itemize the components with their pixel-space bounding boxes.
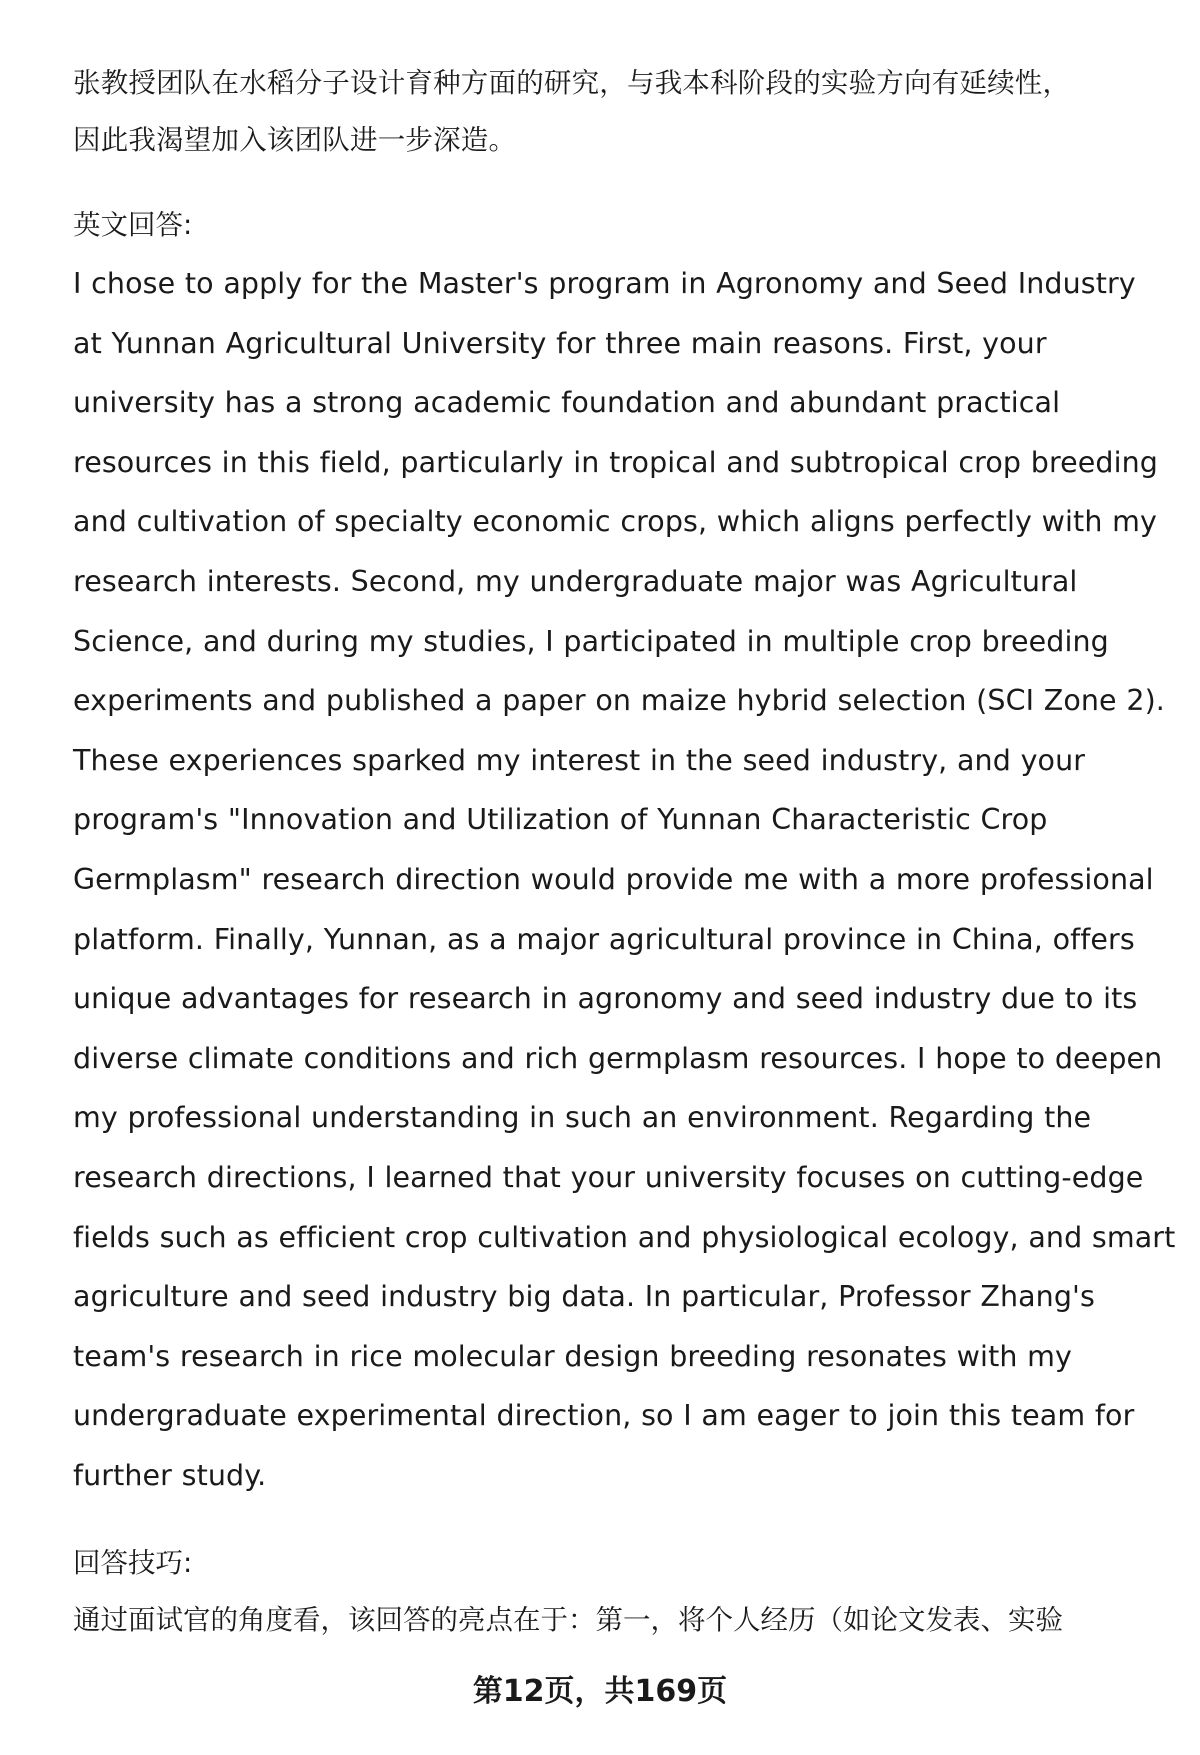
english-answer-label: 英文回答: bbox=[73, 209, 193, 241]
intro-line: 张教授团队在水稻分子设计育种方面的研究，与我本科阶段的实验方向有延续性， bbox=[73, 67, 1071, 99]
english-line: further study. bbox=[73, 1458, 267, 1492]
answer-tips-text: 通过面试官的角度看，该回答的亮点在于：第一，将个人经历（如论文发表、实验 bbox=[73, 1604, 1063, 1637]
english-answer-paragraph bbox=[73, 254, 1176, 1505]
document-page bbox=[73, 55, 1176, 1649]
english-line: research directions, I learned that your university focuses on cutting-edge bbox=[73, 1160, 1144, 1194]
english-line: Science, and during my studies, I participated in multiple crop breeding bbox=[73, 624, 1109, 658]
english-line: program's "Innovation and Utilization of Yunnan Characteristic Crop bbox=[73, 803, 1048, 837]
english-line: at Yunnan Agricultural University for three main reasons. First, your bbox=[73, 326, 1047, 360]
english-line: diverse climate conditions and rich germplasm resources. I hope to deepen bbox=[73, 1041, 1163, 1075]
english-line: resources in this field, particularly in tropical and subtropical crop breeding bbox=[73, 445, 1158, 479]
english-line: research interests. Second, my undergraduate major was Agricultural bbox=[73, 564, 1078, 598]
english-line: and cultivation of specialty economic crops, which aligns perfectly with my bbox=[73, 505, 1157, 539]
english-line: These experiences sparked my interest in the seed industry, and your bbox=[73, 743, 1086, 777]
intro-line: 因此我渴望加入该团队进一步深造。 bbox=[73, 124, 517, 156]
english-line: team's research in rice molecular design breeding resonates with my bbox=[73, 1339, 1072, 1373]
english-line: platform. Finally, Yunnan, as a major agricultural province in China, offers bbox=[73, 922, 1135, 956]
english-line: agriculture and seed industry big data. In particular, Professor Zhang's bbox=[73, 1280, 1095, 1314]
english-line: Germplasm" research direction would provide me with a more professional bbox=[73, 862, 1154, 896]
english-line: I chose to apply for the Master's program in Agronomy and Seed Industry bbox=[73, 267, 1136, 300]
intro-paragraph bbox=[73, 55, 1163, 169]
page-indicator: 第12页，共169页 bbox=[472, 1674, 728, 1709]
english-line: experiments and published a paper on maize hybrid selection (SCI Zone 2). bbox=[73, 684, 1165, 718]
answer-tips-label: 回答技巧: bbox=[73, 1547, 193, 1580]
english-line: my professional understanding in such an environment. Regarding the bbox=[73, 1101, 1092, 1135]
english-line: university has a strong academic foundation and abundant practical bbox=[73, 386, 1061, 420]
english-line: undergraduate experimental direction, so I am eager to join this team for bbox=[73, 1399, 1135, 1433]
english-line: fields such as efficient crop cultivation and physiological ecology, and smart bbox=[73, 1220, 1176, 1254]
english-line: unique advantages for research in agronomy and seed industry due to its bbox=[73, 982, 1138, 1016]
